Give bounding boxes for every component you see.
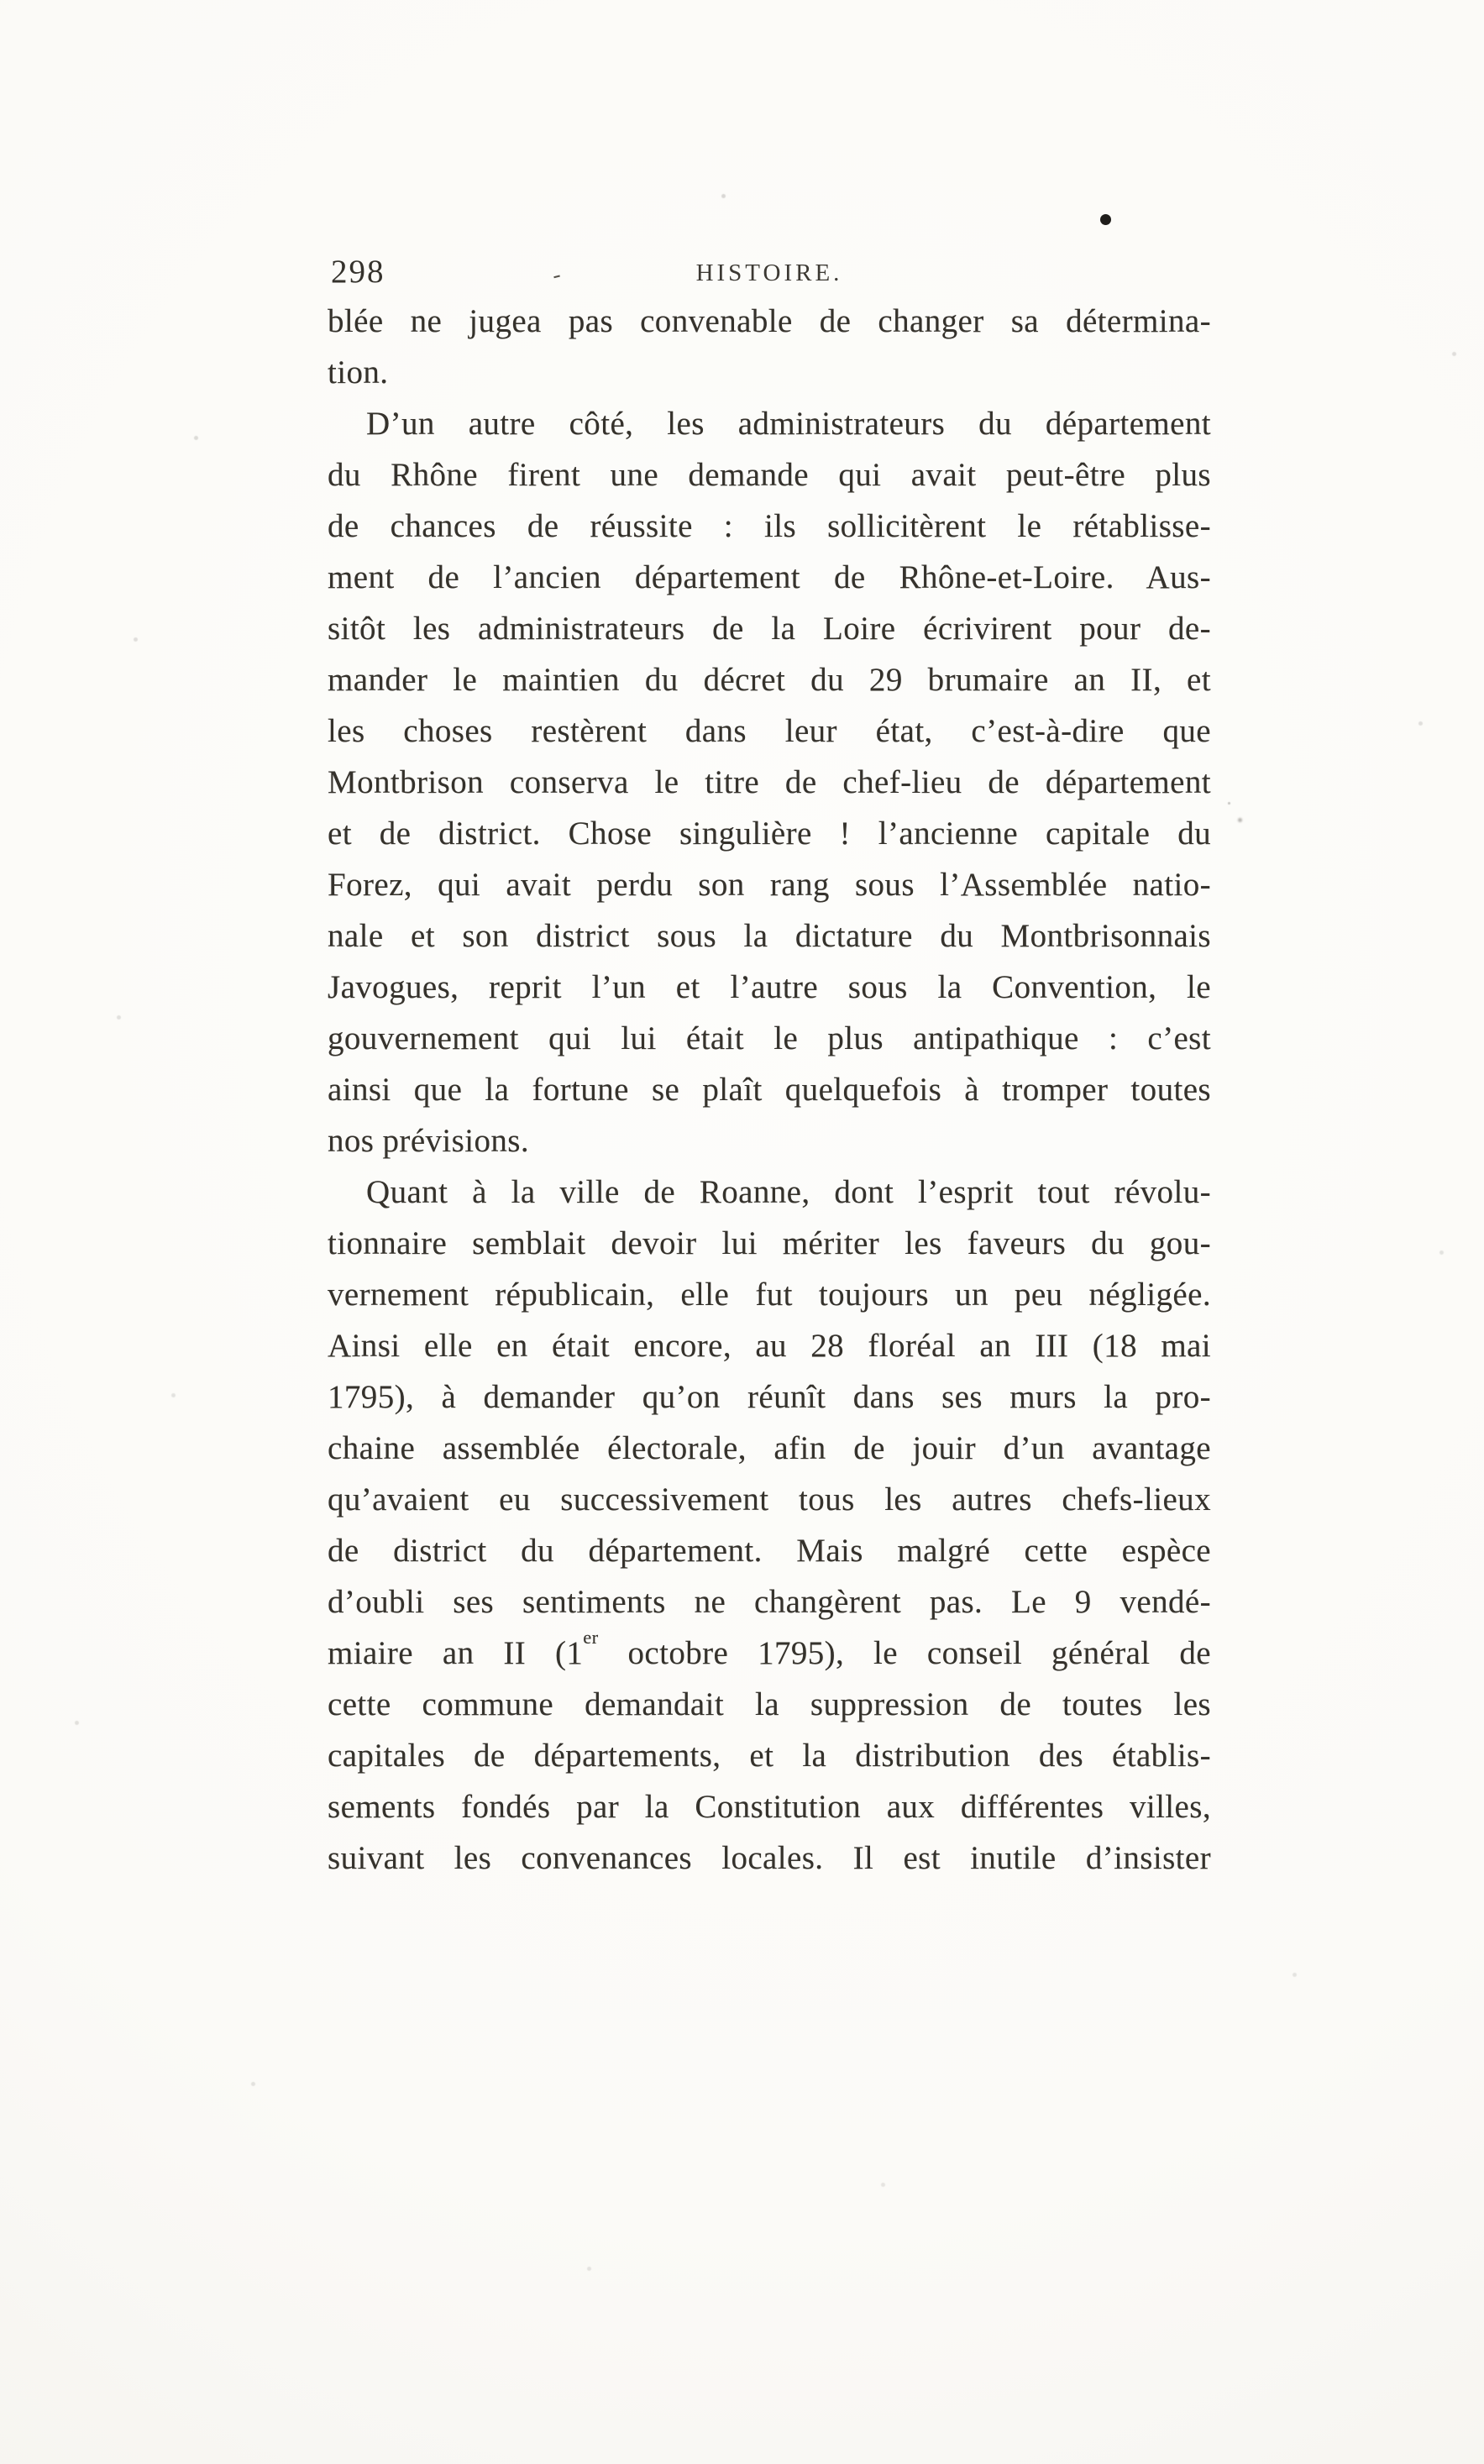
text-line: ainsi que la fortune se plaît quelquefois à tromper toutes — [328, 1072, 1211, 1108]
scan-artifact-dash: - — [549, 261, 564, 289]
running-title: HISTOIRE. — [695, 260, 843, 286]
text-line: Forez, qui avait perdu son rang sous l’Assemblée natio- — [328, 867, 1211, 903]
text-line: les choses restèrent dans leur état, c’est-à-dire que — [328, 713, 1211, 749]
text-line: Javogues, reprit l’un et l’autre sous la Convention, le — [328, 969, 1211, 1005]
text-line: mander le maintien du décret du 29 brumaire an II, et — [328, 662, 1211, 698]
text-line: nos prévisions. — [328, 1123, 529, 1159]
ink-spot — [1100, 214, 1111, 225]
text-line: sitôt les administrateurs de la Loire écrivirent pour de- — [328, 611, 1211, 647]
text-line: capitales de départements, et la distribution des établis- — [328, 1738, 1211, 1774]
text-line: blée ne jugea pas convenable de changer sa détermina- — [328, 303, 1211, 339]
page-header — [328, 249, 1211, 294]
text-line: chaine assemblée électorale, afin de jouir d’un avantage — [328, 1430, 1211, 1466]
text-line: de district du département. Mais malgré cette espèce — [328, 1533, 1211, 1569]
text-line: Montbrison conserva le titre de chef-lieu de département — [328, 764, 1211, 800]
text-line: tionnaire semblait devoir lui mériter les faveurs du gou- — [328, 1225, 1211, 1261]
text-line: sements fondés par la Constitution aux différentes villes, — [328, 1789, 1211, 1825]
text-line: du Rhône firent une demande qui avait peut-être plus — [328, 457, 1211, 493]
text-line: vernement républicain, elle fut toujours un peu négligée. — [328, 1277, 1211, 1313]
text-line: 1795), à demander qu’on réunît dans ses murs la pro- — [328, 1379, 1211, 1415]
page-number: 298 — [331, 254, 385, 290]
text-line: tion. — [328, 354, 389, 391]
text-line: d’oubli ses sentiments ne changèrent pas. Le 9 vendé- — [328, 1584, 1211, 1620]
text-line: nale et son district sous la dictature du Montbrisonnais — [328, 918, 1211, 954]
text-line: ment de l’ancien département de Rhône-et-Loire. Aus- — [328, 559, 1211, 595]
text-line: gouvernement qui lui était le plus antipathique : c’est — [328, 1020, 1211, 1056]
text-line: de chances de réussite : ils sollicitèrent le rétablisse- — [328, 508, 1211, 544]
scan-speckles — [0, 0, 3, 3]
superscript: er — [583, 1628, 599, 1648]
text-block — [328, 296, 1211, 1884]
text-line: et de district. Chose singulière ! l’ancienne capitale du — [328, 815, 1211, 852]
text-line: Ainsi elle en était encore, au 28 floréal an III (18 mai — [328, 1328, 1211, 1364]
text-line: Quant à la ville de Roanne, dont l’esprit tout révolu- — [366, 1174, 1211, 1210]
text-line: cette commune demandait la suppression de toutes les — [328, 1686, 1211, 1722]
text-line: qu’avaient eu successivement tous les autres chefs-lieux — [328, 1481, 1211, 1518]
text-line: D’un autre côté, les administrateurs du département — [366, 406, 1211, 442]
text-line: suivant les convenances locales. Il est inutile d’insister — [328, 1840, 1211, 1876]
text-line: miaire an II (1er octobre 1795), le conseil général de — [328, 1628, 1211, 1671]
